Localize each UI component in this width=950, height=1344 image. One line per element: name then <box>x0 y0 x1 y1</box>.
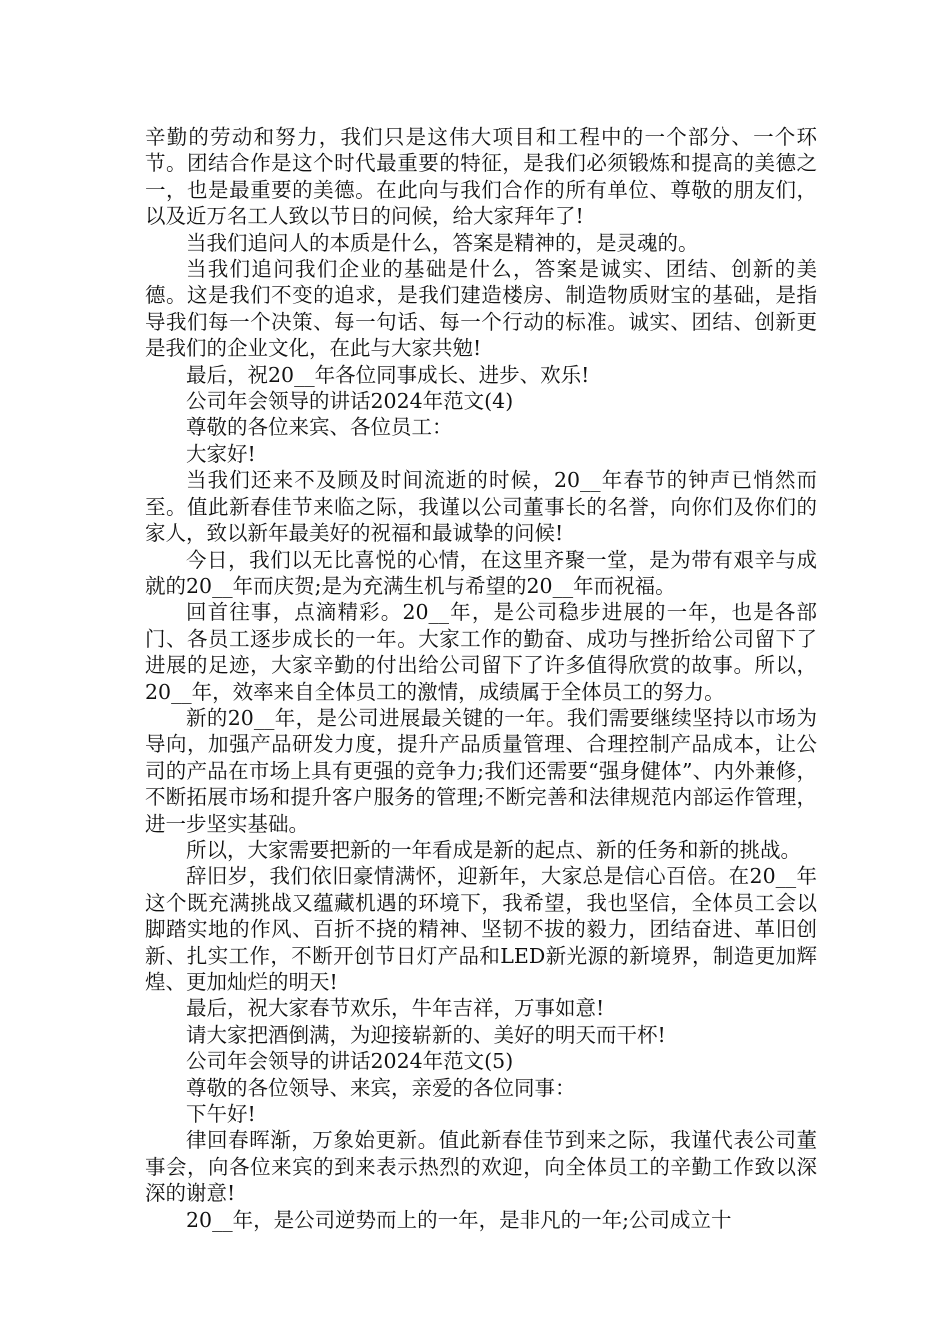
greeting-4: 大家好! <box>186 441 256 466</box>
paragraph-14: 最后，祝大家春节欢乐，牛年吉祥，万事如意! <box>186 996 605 1021</box>
paragraph-13: 辞旧岁，我们依旧豪情满怀，迎新年，大家总是信心百倍。在20__年这个既充满挑战又蕴藏机遇的环境下，我希望，我也坚信，全体员工会以脚踏实地的作风、百折不挠的精神、坚韧不拔的毅力，团结奋进、革旧创新、扎实工作，不断开创节日灯产品和LED新光源的新境界，制造更加辉煌、更加灿烂的明天! <box>145 864 817 994</box>
paragraph-12: 所以，大家需要把新的一年看成是新的起点、新的任务和新的挑战。 <box>186 837 801 862</box>
document-body <box>145 124 817 1233</box>
paragraph-9: 今日，我们以无比喜悦的心情，在这里齐聚一堂，是为带有艰辛与成就的20__年而庆贺;是为充满生机与希望的20__年而祝福。 <box>145 547 817 598</box>
section-heading-4: 公司年会领导的讲话2024年范文(4) <box>186 389 514 414</box>
paragraph-3: 当我们追问我们企业的基础是什么，答案是诚实、团结、创新的美德。这是我们不变的追求，是我们建造楼房、制造物质财宝的基础，是指导我们每一个决策、每一句话、每一个行动的标准。诚实、团结、创新更是我们的企业文化，在此与大家共勉! <box>145 257 817 361</box>
greeting-5: 下午好! <box>186 1102 256 1127</box>
paragraph-20: 20__年，是公司逆势而上的一年，是非凡的一年;公司成立十 <box>186 1207 732 1232</box>
salutation-5: 尊敬的各位领导、来宾，亲爱的各位同事： <box>186 1075 576 1100</box>
section-heading-5: 公司年会领导的讲话2024年范文(5) <box>186 1049 514 1074</box>
paragraph-2: 当我们追问人的本质是什么，答案是精神的，是灵魂的。 <box>186 230 699 255</box>
paragraph-11: 新的20__年，是公司进展最关键的一年。我们需要继续坚持以市场为导向，加强产品研发力度，提升产品质量管理、合理控制产品成本，让公司的产品在市场上具有更强的竞争力;我们还需要“强身健体”、内外兼修，不断拓展市场和提升客户服务的管理;不断完善和法律规范内部运作管理，进一步坚实基础。 <box>145 705 817 836</box>
paragraph-1: 辛勤的劳动和努力，我们只是这伟大项目和工程中的一个部分、一个环节。团结合作是这个时代最重要的特征，是我们必须锻炼和提高的美德之一，也是最重要的美德。在此向与我们合作的所有单位、尊敬的朋友们，以及近万名工人致以节日的问候，给大家拜年了! <box>145 125 817 229</box>
paragraph-10: 回首往事，点滴精彩。20__年，是公司稳步进展的一年，也是各部门、各员工逐步成长的一年。大家工作的勤奋、成功与挫折给公司留下了进展的足迹，大家辛勤的付出给公司留下了许多值得欣赏的故事。所以，20__年，效率来自全体员工的激情，成绩属于全体员工的努力。 <box>145 600 817 704</box>
paragraph-4: 最后，祝20__年各位同事成长、进步、欢乐! <box>186 362 590 387</box>
paragraph-15: 请大家把酒倒满，为迎接崭新的、美好的明天而干杯! <box>186 1022 666 1047</box>
paragraph-8: 当我们还来不及顾及时间流逝的时候，20__年春节的钟声已悄然而至。值此新春佳节来临之际，我谨以公司董事长的名誉，向你们及你们的家人，致以新年最美好的祝福和最诚挚的问候! <box>145 468 817 546</box>
paragraph-19: 律回春晖渐，万象始更新。值此新春佳节到来之际，我谨代表公司董事会，向各位来宾的到来表示热烈的欢迎，向全体员工的辛勤工作致以深深的谢意! <box>145 1128 817 1206</box>
salutation-4: 尊敬的各位来宾、各位员工： <box>186 415 453 440</box>
